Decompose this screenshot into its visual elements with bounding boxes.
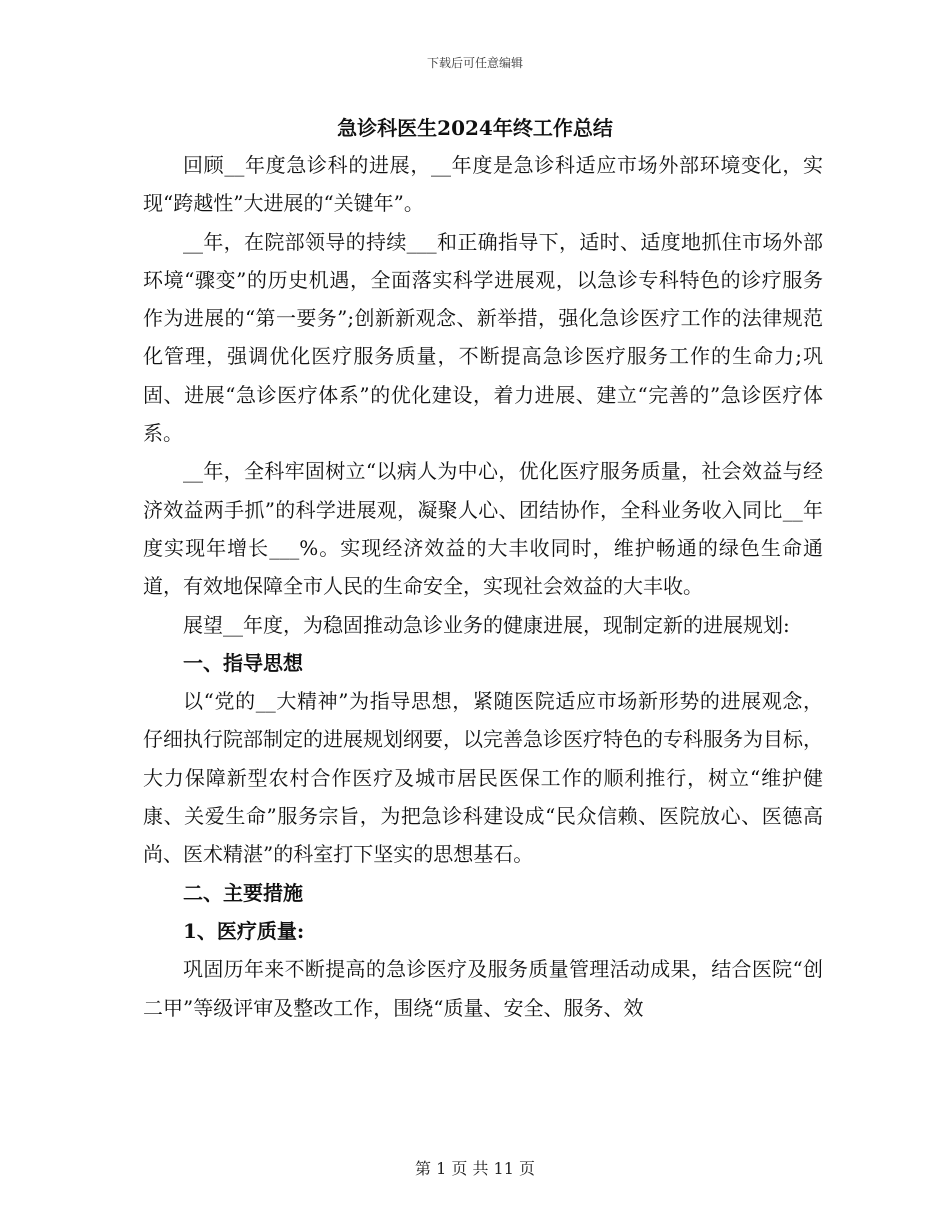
- paragraph-outlook: 展望__年度，为稳固推动急诊业务的健康进展，现制定新的进展规划:: [183, 612, 790, 637]
- subheading-medical-quality: 1、医疗质量:: [183, 918, 305, 943]
- page-number-footer: 第 1 页 共 11 页: [415, 1159, 535, 1178]
- section-heading-guiding-ideology: 一、指导思想: [183, 650, 303, 675]
- paragraph-review: 回顾__年度急诊科的进展，__年度是急诊科适应市场外部环境变化，实现“跨越性”大进展的“关键年”。: [143, 153, 823, 216]
- paragraph-guiding-ideology: 以“党的__大精神”为指导思想，紧随医院适应市场新形势的进展观念，仔细执行院部制定的进展规划纲要，以完善急诊医疗特色的专科服务为目标，大力保障新型农村合作医疗及城市居民医保工作的顺利推行，树立“维护健康、关爱生命”服务宗旨，为把急诊科建设成“民众信赖、医院放心、医德高尚、医术精湛”的科室打下坚实的思想基石。: [143, 689, 823, 867]
- paragraph-achievements: __年，全科牢固树立“以病人为中心，优化医疗服务质量，社会效益与经济效益两手抓”的科学进展观，凝聚人心、团结协作，全科业务收入同比__年度实现年增长___%。实现经济效益的大丰收同时，维护畅通的绿色生命通道，有效地保障全市人民的生命安全，实现社会效益的大丰收。: [143, 459, 823, 599]
- section-heading-main-measures: 二、主要措施: [183, 880, 303, 905]
- paragraph-medical-quality: 巩固历年来不断提高的急诊医疗及服务质量管理活动成果，结合医院“创二甲”等级评审及整改工作，围绕“质量、安全、服务、效: [143, 957, 823, 1020]
- document-body: [143, 146, 823, 1027]
- document-title: 急诊科医生2024年终工作总结: [337, 116, 613, 140]
- paragraph-leadership: __年，在院部领导的持续___和正确指导下，适时、适度地抓住市场外部环境“骤变”的历史机遇，全面落实科学进展观，以急诊专科特色的诊疗服务作为进展的“第一要务”;创新新观念、新举措，强化急诊医疗工作的法律规范化管理，强调优化医疗服务质量，不断提高急诊医疗服务工作的生命力;巩固、进展“急诊医疗体系”的优化建设，着力进展、建立“完善的”急诊医疗体系。: [143, 229, 823, 446]
- header-note: 下载后可任意编辑: [426, 56, 523, 70]
